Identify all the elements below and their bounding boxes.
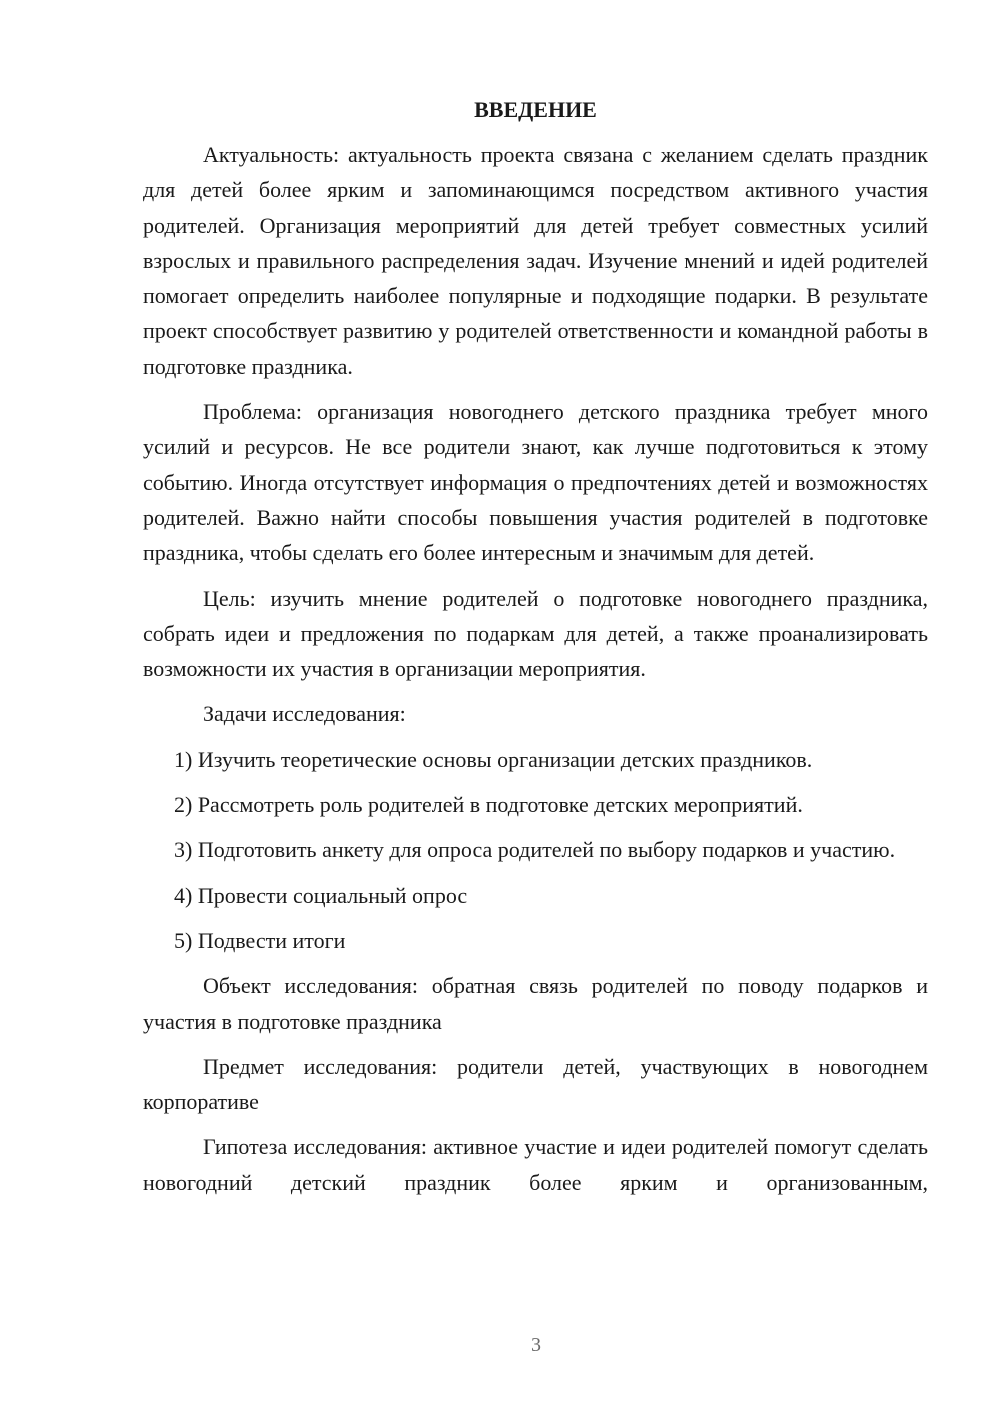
problem-paragraph: Проблема: организация новогоднего детского праздника требует много усилий и ресурсов. Не все родители знают, как лучше подготовиться к этому событию. Иногда отсутствует информация о предпочтениях детей и возможностях родителей. Важно найти способы повышения участия родителей в подготовке праздника, чтобы сделать его более интересным и значимым для детей. [143,399,928,566]
relevance-paragraph: Актуальность: актуальность проекта связана с желанием сделать праздник для детей более ярким и запоминающимся посредством активного участия родителей. Организация мероприятий для детей требует совместных усилий взрослых и правильного распределения задач. Изучение мнений и идей родителей помогает определить наиболее популярные и подходящие подарки. В результате проект способствует развитию у родителей ответственности и командной работы в подготовке праздника. [143,142,928,379]
task-item-2: 2) Рассмотреть роль родителей в подготовке детских мероприятий. [174,792,803,818]
object-paragraph: Объект исследования: обратная связь родителей по поводу подарков и участия в подготовке праздника [143,973,928,1034]
section-heading: ВВЕДЕНИЕ [474,97,597,122]
task-item-3: 3) Подготовить анкету для опроса родителей по выбору подарков и участию. [174,837,896,863]
page-content [143,92,928,1210]
task-item-1: 1) Изучить теоретические основы организации детских праздников. [174,746,813,772]
subject-paragraph: Предмет исследования: родители детей, участвующих в новогоднем корпоративе [143,1053,928,1115]
goal-paragraph: Цель: изучить мнение родителей о подготовке новогоднего праздника, собрать идеи и предложения по подаркам для детей, а также проанализировать возможности их участия в организации мероприятия. [143,585,928,682]
task-item-5: 5) Подвести итоги [174,927,346,953]
tasks-heading: Задачи исследования: [203,701,406,727]
task-item-4: 4) Провести социальный опрос [174,882,468,908]
hypothesis-paragraph: Гипотеза исследования: активное участие и идеи родителей помогут сделать новогодний детский праздник более ярким и организованным, [143,1134,928,1195]
page-number: 3 [531,1334,541,1356]
